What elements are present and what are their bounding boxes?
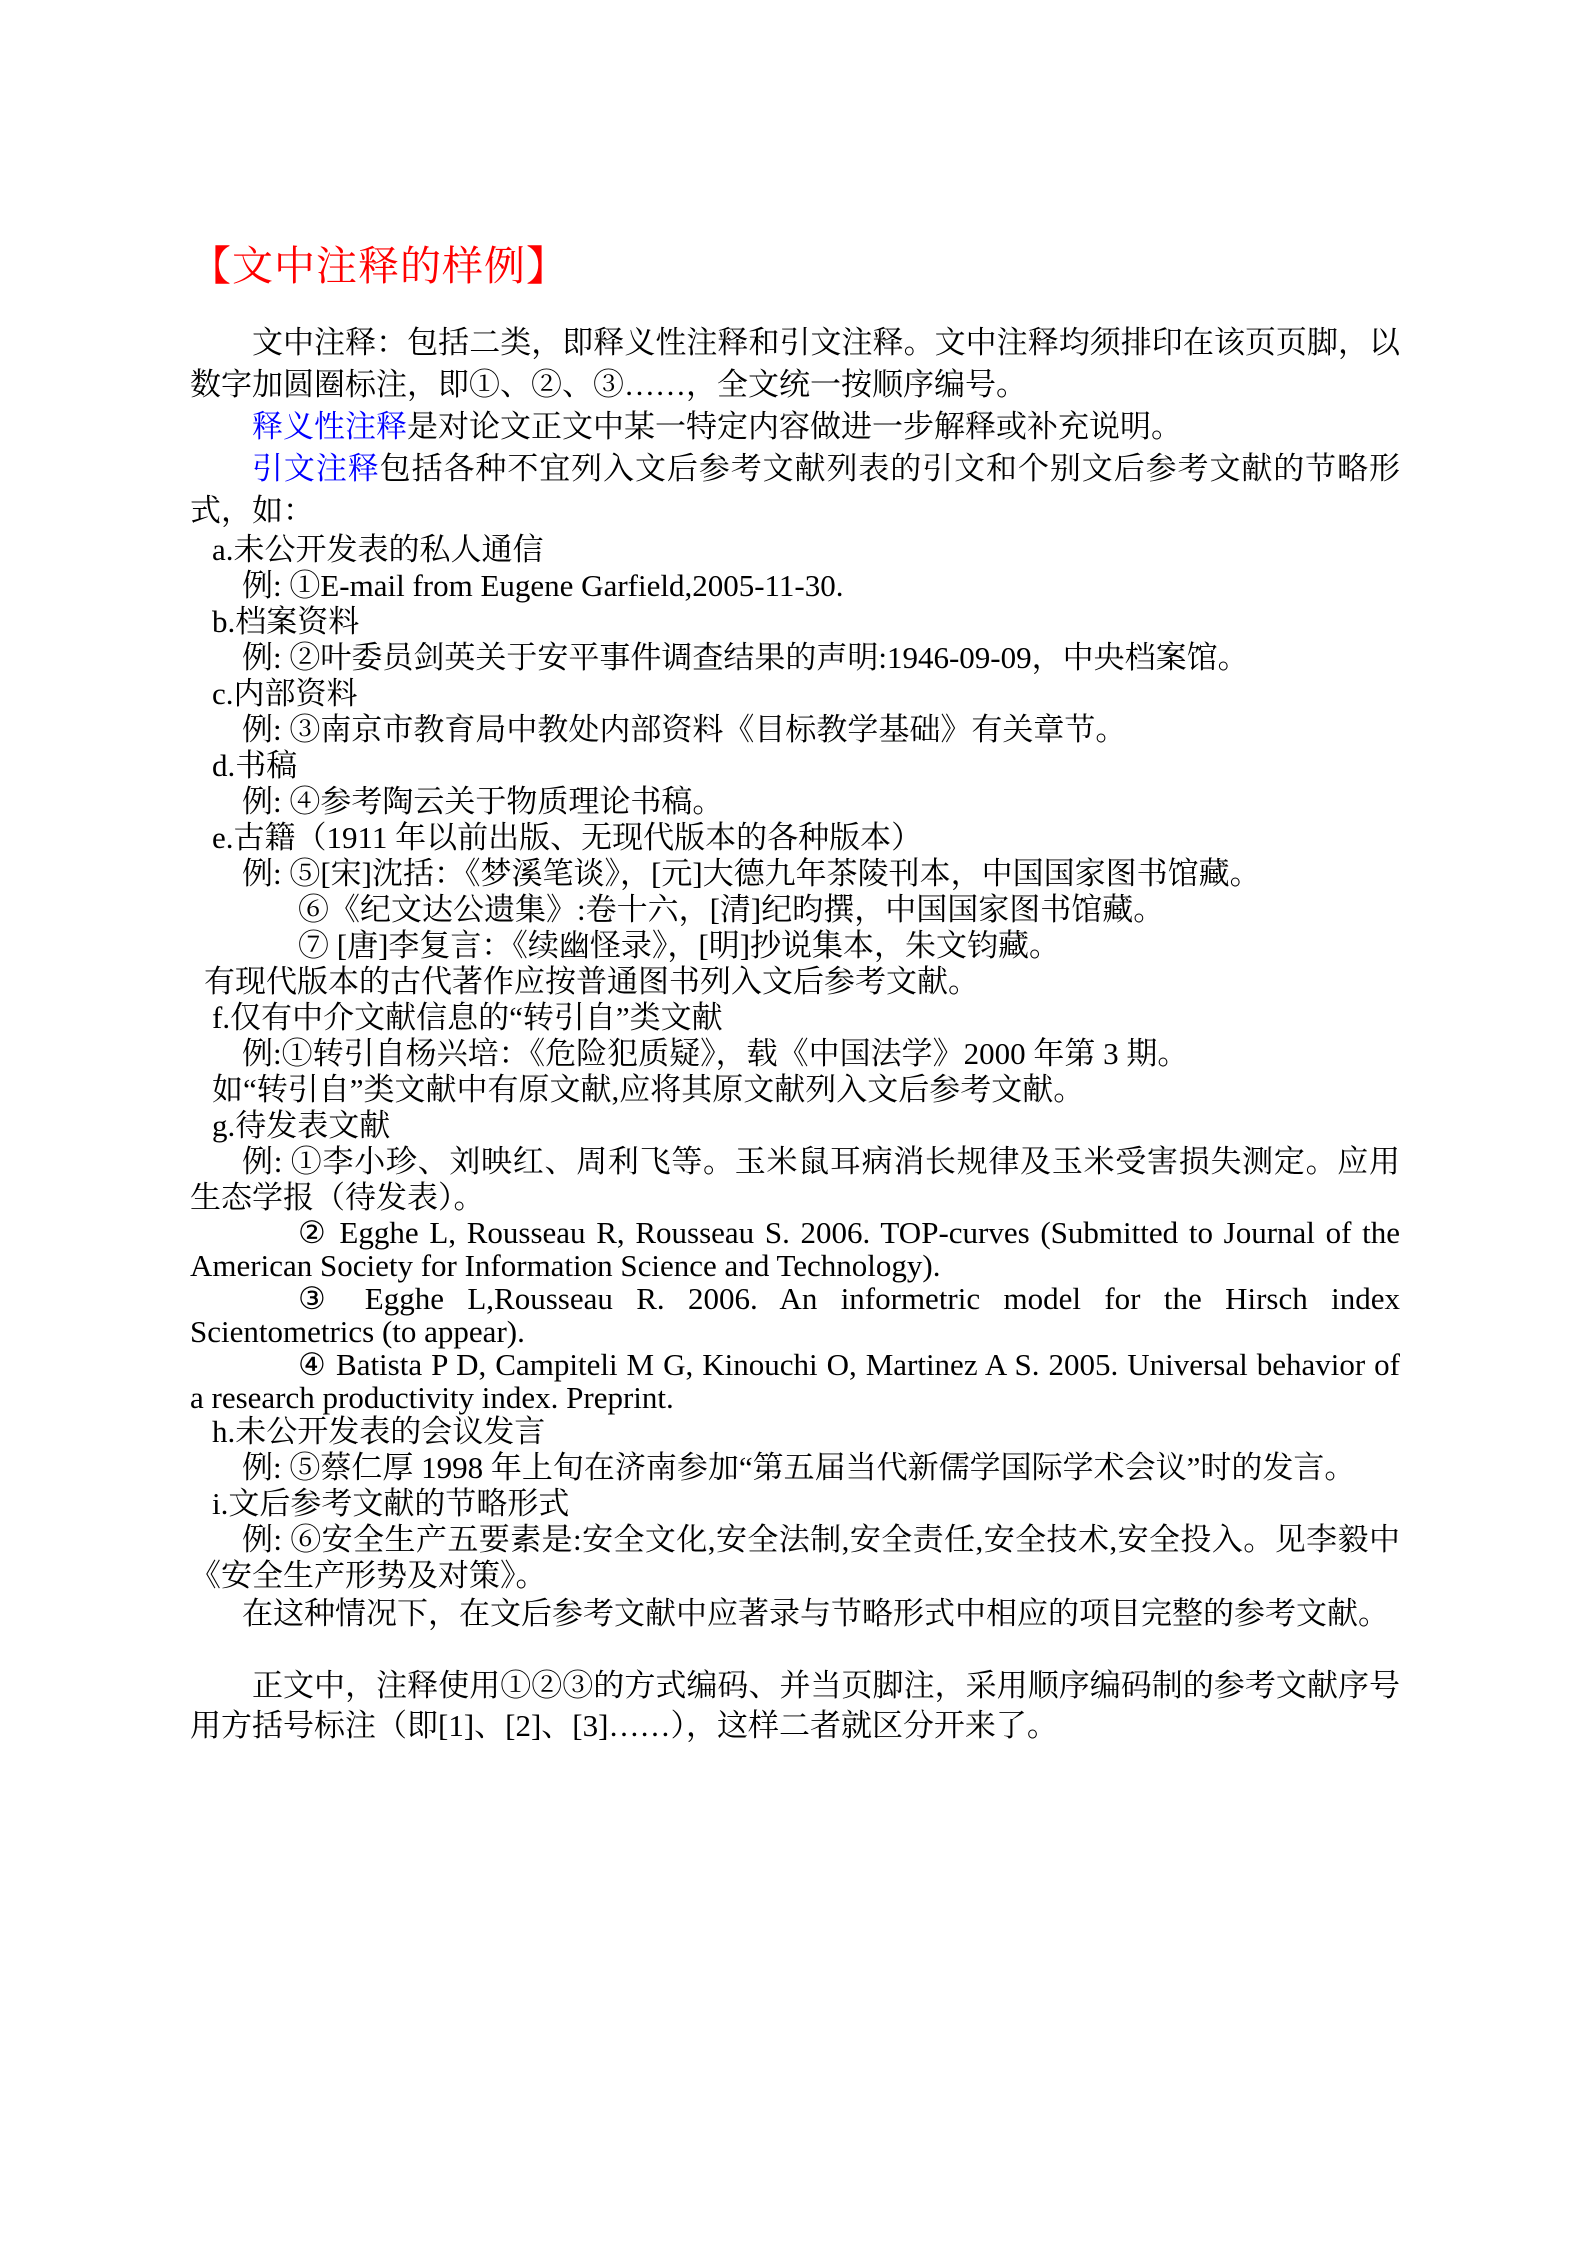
list-item	[190, 604, 1400, 640]
list-item	[190, 748, 1400, 784]
example-line	[190, 1450, 1400, 1486]
text-run: c.内部资料	[212, 676, 358, 711]
paragraph	[190, 1666, 1400, 1746]
text-run: f.仅有中介文献信息的“转引自”类文献	[212, 1000, 723, 1035]
example-line	[190, 568, 1400, 604]
english-reference	[190, 1216, 1400, 1282]
page-title: 【文中注释的样例】	[190, 243, 568, 289]
paragraph	[190, 406, 1400, 448]
paragraph	[190, 322, 1400, 406]
text-run: ② Egghe L, Rousseau R, Rousseau S. 2006. TOP-curves (Submitted to Journal of the American Society for Information Science and Technology).	[190, 1215, 1400, 1283]
document-body	[190, 322, 1400, 1746]
list-item	[190, 676, 1400, 712]
text-run: 例:①转引自杨兴培：《危险犯质疑》，载《中国法学》2000 年第 3 期。	[242, 1036, 1189, 1071]
inline-link[interactable]: 引文注释	[252, 451, 380, 486]
example-line	[190, 1036, 1400, 1072]
english-reference	[190, 1348, 1400, 1414]
text-run: d.书稿	[212, 748, 298, 783]
text-run: b.档案资料	[212, 604, 360, 639]
text-run: 例: ③南京市教育局中教处内部资料《目标教学基础》有关章节。	[242, 712, 1127, 747]
example-line	[190, 712, 1400, 748]
text-run: 例: ⑥安全生产五要素是:安全文化,安全法制,安全责任,安全技术,安全投入。见李毅中《安全生产形势及对策》。	[190, 1522, 1400, 1593]
list-item	[190, 1108, 1400, 1144]
example-continuation	[190, 928, 1400, 964]
text-run: 例: ①E-mail from Eugene Garfield,2005-11-30.	[242, 568, 844, 603]
text-run: 例: ⑤[宋]沈括：《梦溪笔谈》，[元]大德九年茶陵刊本，中国国家图书馆藏。	[242, 856, 1261, 891]
list-item	[190, 1486, 1400, 1522]
text-run: 例: ②叶委员剑英关于安平事件调查结果的声明:1946-09-09，中央档案馆。	[242, 640, 1249, 675]
example-line	[190, 1144, 1400, 1216]
example-line	[190, 1522, 1400, 1594]
paragraph	[190, 1594, 1400, 1634]
note-line	[190, 1072, 1400, 1108]
text-run: 在这种情况下，在文后参考文献中应著录与节略形式中相应的项目完整的参考文献。	[242, 1596, 1389, 1631]
text-run: 例: ⑤蔡仁厚 1998 年上旬在济南参加“第五届当代新儒学国际学术会议”时的发言。	[242, 1450, 1356, 1485]
example-line	[190, 856, 1400, 892]
text-run: 文中注释：包括二类，即释义性注释和引文注释。文中注释均须排印在该页页脚，以数字加圆圈标注，即①、②、③……，全文统一按顺序编号。	[190, 325, 1400, 402]
inline-link[interactable]: 释义性注释	[252, 409, 407, 444]
example-line	[190, 784, 1400, 820]
text-run: 是对论文正文中某一特定内容做进一步解释或补充说明。	[407, 409, 1182, 444]
text-run: 例: ④参考陶云关于物质理论书稿。	[242, 784, 724, 819]
text-run: 包括各种不宜列入文后参考文献列表的引文和个别文后参考文献的节略形式，如：	[190, 451, 1401, 528]
list-item	[190, 820, 1400, 856]
text-run: ⑥《纪文达公遗集》:卷十六，[清]纪昀撰，中国国家图书馆藏。	[298, 892, 1165, 927]
text-run: ④ Batista P D, Campiteli M G, Kinouchi O, Martinez A S. 2005. Universal behavior of a research productivity index. Preprint.	[190, 1347, 1400, 1415]
list-item	[190, 1414, 1400, 1450]
english-reference	[190, 1282, 1400, 1348]
text-run: g.待发表文献	[212, 1108, 391, 1143]
document-page	[190, 243, 1400, 1746]
text-run: i.文后参考文献的节略形式	[212, 1486, 570, 1521]
example-continuation	[190, 892, 1400, 928]
note-line	[190, 964, 1400, 1000]
blank-line	[190, 1634, 1400, 1666]
text-run: 如“转引自”类文献中有原文献,应将其原文献列入文后参考文献。	[212, 1072, 1085, 1107]
text-run: ⑦ [唐]李复言：《续幽怪录》，[明]抄说集本，朱文钧藏。	[298, 928, 1061, 963]
text-run: h.未公开发表的会议发言	[212, 1414, 546, 1449]
example-line	[190, 640, 1400, 676]
paragraph	[190, 448, 1400, 532]
list-item	[190, 532, 1400, 568]
text-run: 例: ①李小珍、刘映红、周利飞等。玉米鼠耳病消长规律及玉米受害损失测定。应用生态学报（待发表）。	[190, 1144, 1400, 1215]
list-item	[190, 1000, 1400, 1036]
text-run: a.未公开发表的私人通信	[212, 532, 544, 567]
text-run: e.古籍（1911 年以前出版、无现代版本的各种版本）	[212, 820, 923, 855]
text-run: 有现代版本的古代著作应按普通图书列入文后参考文献。	[204, 964, 979, 999]
text-run: ③ Egghe L,Rousseau R. 2006. An informetric model for the Hirsch index Scientometrics (to appear).	[190, 1281, 1400, 1349]
text-run: 正文中，注释使用①②③的方式编码、并当页脚注，采用顺序编码制的参考文献序号用方括号标注（即[1]、[2]、[3]……），这样二者就区分开来了。	[190, 1668, 1400, 1743]
